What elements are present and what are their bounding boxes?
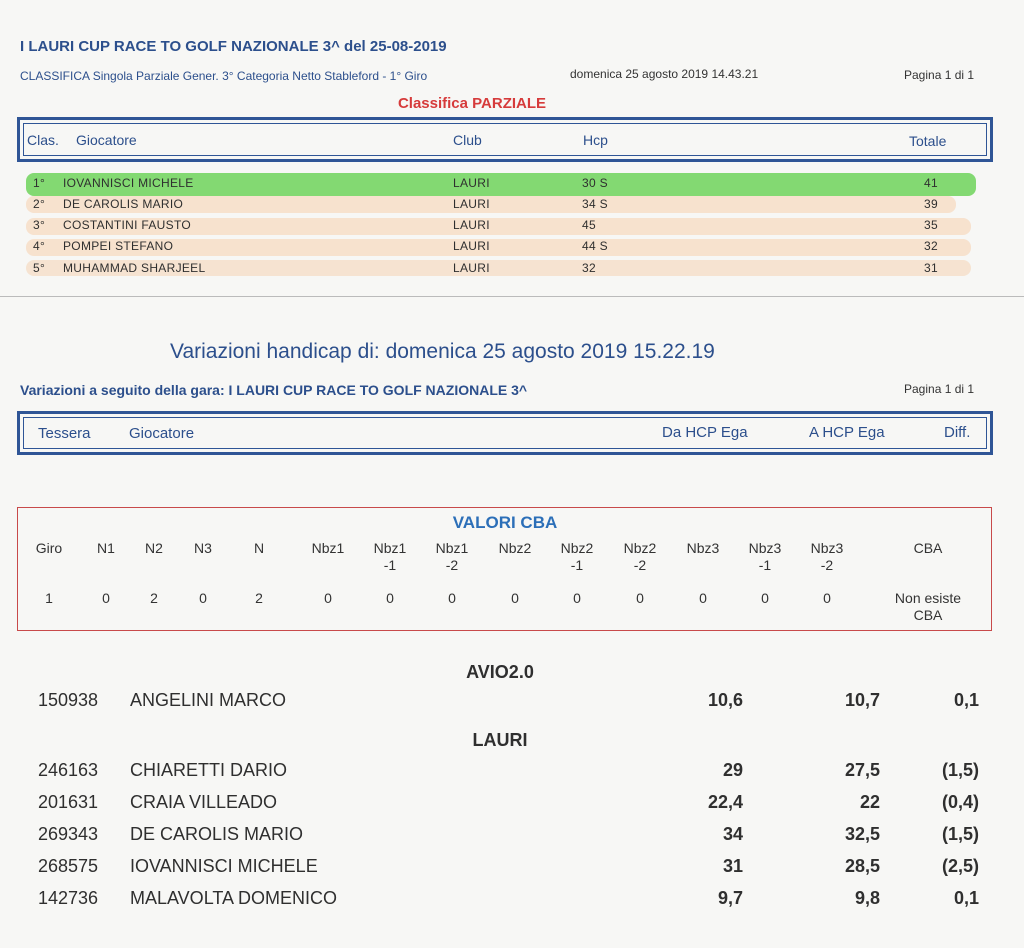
cba-col-value — [298, 590, 358, 607]
ranking-club: LAURI — [453, 218, 490, 232]
cba-col-value — [673, 590, 733, 607]
ranking-hcp: 32 — [582, 261, 596, 275]
cba-col-value-line: 0 — [573, 590, 581, 606]
cba-col-header-line: CBA — [913, 540, 943, 556]
col-header-diff: Diff. — [944, 424, 971, 441]
cba-col-value — [229, 590, 289, 607]
cba-col-value — [19, 590, 79, 607]
cba-col-value-line: 0 — [199, 590, 207, 606]
cba-col-header-line: N3 — [194, 540, 212, 556]
cba-col-value-line: 0 — [699, 590, 707, 606]
cba-col-header-line: N2 — [145, 540, 163, 556]
ranking-total: 41 — [924, 176, 938, 190]
cba-col-header-line: -1 — [570, 557, 584, 573]
player-to-hcp: 9,8 — [854, 888, 880, 908]
col-header-player: Giocatore — [76, 132, 137, 148]
ranking-total: 35 — [924, 218, 938, 232]
ranking-pos: 5° — [33, 261, 46, 275]
col-header-var-player: Giocatore — [129, 425, 195, 442]
cba-col-value-line: 0 — [102, 590, 110, 606]
variations-title: Variazioni handicap di: domenica 25 agosto 2019 15.22.19 — [170, 340, 715, 363]
cba-col-header-line: -2 — [445, 557, 459, 573]
player-to-hcp: 32,5 — [844, 824, 880, 844]
cba-col-value — [422, 590, 482, 607]
player-name: CRAIA VILLEADO — [130, 792, 278, 812]
cba-col-header-line: Nbz3 — [810, 540, 844, 556]
club-group-title: AVIO2.0 — [466, 662, 534, 682]
player-name: DE CAROLIS MARIO — [130, 824, 304, 844]
cba-col-header-line: Nbz1 — [311, 540, 345, 556]
report-datetime: domenica 25 agosto 2019 14.43.21 — [570, 67, 759, 81]
player-from-hcp: 10,6 — [707, 690, 743, 710]
player-card-number: 246163 — [38, 760, 99, 780]
player-name: ANGELINI MARCO — [130, 690, 287, 710]
player-to-hcp: 27,5 — [844, 760, 880, 780]
ranking-player: COSTANTINI FAUSTO — [63, 218, 192, 232]
player-from-hcp: 22,4 — [707, 792, 743, 812]
cba-col-header — [422, 540, 482, 574]
ranking-club: LAURI — [453, 239, 490, 253]
cba-col-header-line: Giro — [35, 540, 63, 556]
variations-page-number: Pagina 1 di 1 — [904, 382, 975, 396]
ranking-club: LAURI — [453, 176, 490, 190]
player-card-number: 150938 — [38, 690, 99, 710]
cba-col-header-line: -1 — [383, 557, 397, 573]
cba-col-header-line: -1 — [758, 557, 772, 573]
cba-col-value — [735, 590, 795, 607]
cba-col-value-line: 2 — [150, 590, 158, 606]
player-from-hcp: 31 — [722, 856, 743, 876]
cba-col-header-line: -2 — [633, 557, 647, 573]
player-to-hcp: 28,5 — [844, 856, 880, 876]
cba-col-header — [173, 540, 233, 557]
ranking-player: DE CAROLIS MARIO — [63, 197, 184, 211]
player-name: MALAVOLTA DOMENICO — [130, 888, 338, 908]
player-card-number: 268575 — [38, 856, 99, 876]
ranking-total: 31 — [924, 261, 938, 275]
player-name: CHIARETTI DARIO — [130, 760, 288, 780]
player-from-hcp: 9,7 — [717, 888, 743, 908]
col-header-total: Totale — [909, 133, 947, 149]
cba-col-header — [610, 540, 670, 574]
cba-col-header-line: Nbz2 — [623, 540, 657, 556]
cba-col-value-line: 2 — [255, 590, 263, 606]
cba-col-header-line: N — [253, 540, 265, 556]
cba-col-value-line: Non esiste — [894, 590, 962, 606]
cba-col-header — [547, 540, 607, 574]
cba-col-header-line: Nbz2 — [560, 540, 594, 556]
player-hcp-diff: 0,1 — [953, 888, 979, 908]
cba-col-value — [547, 590, 607, 607]
cba-col-header — [298, 540, 358, 557]
col-header-clas: Clas. — [27, 132, 59, 148]
cba-col-header-line: Nbz3 — [686, 540, 720, 556]
player-hcp-diff: (1,5) — [941, 760, 979, 780]
ranking-player: IOVANNISCI MICHELE — [63, 176, 194, 190]
col-header-from-hcp: Da HCP Ega — [662, 424, 748, 441]
col-header-club: Club — [453, 132, 482, 148]
cba-col-value-line: 0 — [823, 590, 831, 606]
ranking-hcp: 44 S — [582, 239, 608, 253]
cba-col-header — [735, 540, 795, 574]
player-card-number: 142736 — [38, 888, 99, 908]
cba-col-value — [360, 590, 420, 607]
cba-col-header — [360, 540, 420, 574]
player-hcp-diff: (2,5) — [941, 856, 979, 876]
cba-col-header — [485, 540, 545, 557]
cba-title: VALORI CBA — [452, 513, 558, 532]
player-hcp-diff: (1,5) — [941, 824, 979, 844]
ranking-total: 32 — [924, 239, 938, 253]
ranking-total: 39 — [924, 197, 938, 211]
report-page-number: Pagina 1 di 1 — [904, 68, 975, 82]
ranking-pos: 2° — [33, 197, 46, 211]
ranking-hcp: 34 S — [582, 197, 608, 211]
cba-col-header — [673, 540, 733, 557]
report-subtitle: CLASSIFICA Singola Parziale Gener. 3° Categoria Netto Stableford - 1° Giro — [20, 69, 428, 83]
variations-subtitle: Variazioni a seguito della gara: I LAURI CUP RACE TO GOLF NAZIONALE 3^ — [20, 382, 528, 398]
cba-col-header-line: -2 — [820, 557, 834, 573]
player-card-number: 201631 — [38, 792, 99, 812]
player-card-number: 269343 — [38, 824, 99, 844]
ranking-club: LAURI — [453, 197, 490, 211]
ranking-club: LAURI — [453, 261, 490, 275]
ranking-pos: 4° — [33, 239, 46, 253]
col-header-card: Tessera — [38, 425, 91, 442]
cba-col-value-line: 0 — [761, 590, 769, 606]
report-title: I LAURI CUP RACE TO GOLF NAZIONALE 3^ del 25-08-2019 — [20, 38, 447, 55]
section-title: Classifica PARZIALE — [397, 95, 547, 112]
ranking-hcp: 30 S — [582, 176, 608, 190]
player-hcp-diff: (0,4) — [941, 792, 979, 812]
page-divider — [0, 296, 1024, 297]
player-hcp-diff: 0,1 — [953, 690, 979, 710]
cba-col-value — [610, 590, 670, 607]
ranking-player: MUHAMMAD SHARJEEL — [63, 261, 206, 275]
cba-col-value-line: 0 — [386, 590, 394, 606]
ranking-hcp: 45 — [582, 218, 596, 232]
cba-col-value-line: 0 — [511, 590, 519, 606]
ranking-player: POMPEI STEFANO — [63, 239, 174, 253]
cba-col-value-line: 0 — [636, 590, 644, 606]
col-header-hcp: Hcp — [583, 132, 608, 148]
ranking-header-box — [17, 117, 993, 162]
cba-col-value-line: CBA — [913, 607, 943, 623]
cba-col-value — [797, 590, 857, 607]
ranking-pos: 1° — [33, 176, 46, 190]
player-from-hcp: 29 — [722, 760, 743, 780]
cba-col-header — [19, 540, 79, 557]
cba-col-value-line: 0 — [448, 590, 456, 606]
club-group-title: LAURI — [472, 730, 528, 750]
cba-col-value-line: 0 — [324, 590, 332, 606]
ranking-pos: 3° — [33, 218, 46, 232]
cba-col-header-line: Nbz1 — [435, 540, 469, 556]
cba-col-header — [873, 540, 983, 557]
cba-col-value — [873, 590, 983, 624]
col-header-to-hcp: A HCP Ega — [809, 424, 885, 441]
cba-col-header-line: Nbz3 — [748, 540, 782, 556]
player-from-hcp: 34 — [722, 824, 743, 844]
cba-col-header — [797, 540, 857, 574]
cba-col-value — [485, 590, 545, 607]
cba-col-value — [173, 590, 233, 607]
cba-col-header-line: N1 — [97, 540, 115, 556]
cba-col-header — [229, 540, 289, 557]
player-to-hcp: 22 — [859, 792, 880, 812]
cba-col-header-line: Nbz1 — [373, 540, 407, 556]
player-name: IOVANNISCI MICHELE — [130, 856, 318, 876]
cba-col-value-line: 1 — [45, 590, 53, 606]
player-to-hcp: 10,7 — [844, 690, 880, 710]
cba-col-header-line: Nbz2 — [498, 540, 532, 556]
